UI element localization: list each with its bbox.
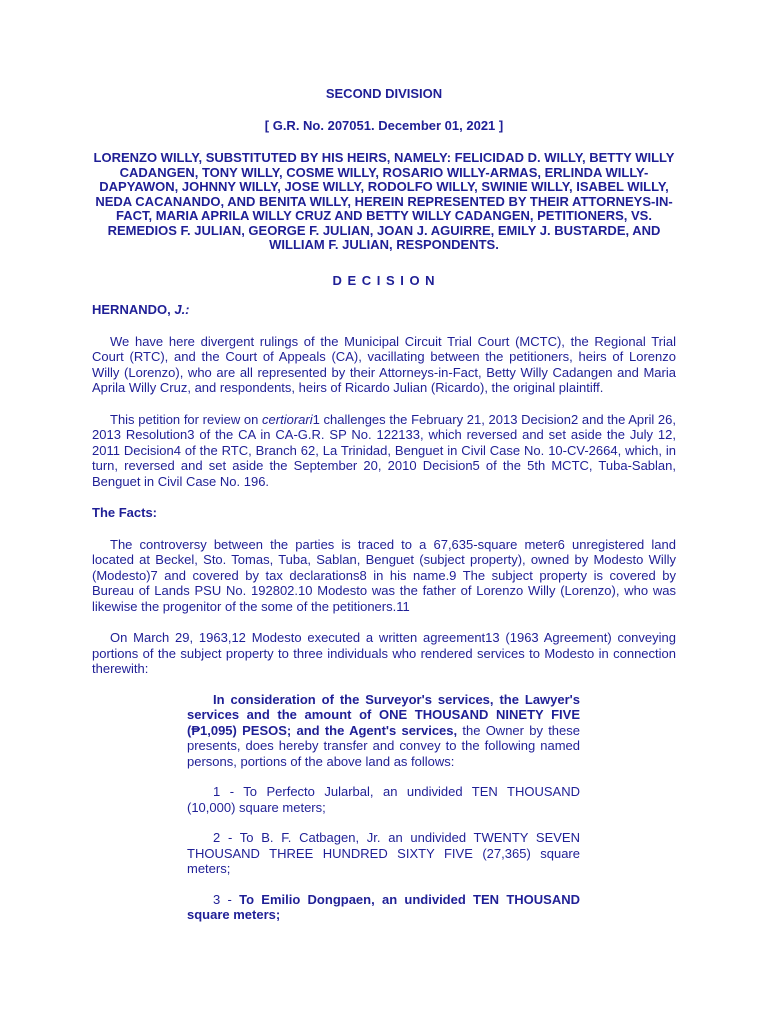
ponente-initial: J.: xyxy=(174,302,190,317)
text-segment: On March 29, 1963,12 Modesto executed a written agreement13 (1963 Agreement) conveying portions of the subject property to three individuals who rendered services to Modesto in connection therewith: xyxy=(92,630,676,676)
certiorari-italic: certiorari xyxy=(262,411,313,427)
paragraph-agreement xyxy=(92,630,676,677)
paragraph-intro xyxy=(92,334,676,396)
text-segment: 1 challenges the February 21, 2013 Decision2 and the April 26, 2013 Resolution3 of the CA in CA-G.R. SP No. 122133, which reversed and set aside the July 12, 2011 Decision4 of the RTC, Branch 62, La Trinidad, Benguet in Civil Case No. 10-CV-2664, which, in turn, reversed and set aside the September 20, 2010 Decision5 of the 5th MCTC, Tuba-Sablan, Benguet in Civil Case No. 196. xyxy=(92,411,676,489)
case-number: [ G.R. No. 207051. December 01, 2021 ] xyxy=(264,117,504,133)
text-segment: The controversy between the parties is traced to a 67,635-square meter6 unregistered land located at Beckel, Sto. Tomas, Tuba, Sablan, Benguet (subject property), owned by Modesto Willy (Modesto)7 and covered by tax declarations8 in his name.9 The subject property is covered by Bureau of Lands PSU No. 192802.10 Modesto was the father of Lorenzo Willy (Lorenzo), who was likewise the progenitor of the some of the petitioners.11 xyxy=(92,536,676,614)
facts-heading: The Facts: xyxy=(92,505,158,520)
paragraph-petition xyxy=(92,412,676,490)
paragraph-controversy xyxy=(92,537,676,615)
decision-heading: D E C I S I O N xyxy=(332,272,436,288)
ponente-line xyxy=(92,302,676,318)
text-segment: This petition for review on xyxy=(110,411,263,427)
text-segment: To Perfecto Jularbal, an undivided TEN THOUSAND (10,000) square meters; xyxy=(187,784,580,815)
quote-paragraph xyxy=(187,692,580,770)
item-number: 1 - xyxy=(213,784,244,799)
item-number: 3 - xyxy=(213,891,240,907)
text-segment: To B. F. Catbagen, Jr. an undivided TWENTY SEVEN THOUSAND THREE HUNDRED SIXTY FIVE (27,365) square meters; xyxy=(187,830,580,876)
quote-bold-segment: In consideration of the Surveyor's services, the Lawyer's services and the amount of ONE THOUSAND NINETY FIVE (₱1,095) PESOS; and the Agent's services, xyxy=(187,691,580,738)
text-segment: the Owner by these presents, does hereby transfer and convey to the following named persons, portions of the above land as follows: xyxy=(187,722,580,769)
quote-item-1 xyxy=(187,784,580,815)
ponente-name: HERNANDO, xyxy=(92,302,175,317)
division-heading: SECOND DIVISION xyxy=(325,86,443,101)
quote-item-3 xyxy=(187,892,580,923)
agreement-quote xyxy=(187,692,580,923)
quote-bold-segment: To Emilio Dongpaen, an undivided TEN THOUSAND square meters; xyxy=(187,891,580,922)
text-segment: We have here divergent rulings of the Municipal Circuit Trial Court (MCTC), the Regional Trial Court (RTC), and the Court of Appeals (CA), vacillating between the petitioners, heirs of Lorenzo Willy (Lorenzo), who are all represented by their Attorneys-in-Fact, Betty Willy Cadangen and Maria Aprila Willy Cruz, and respondents, heirs of Ricardo Julian (Ricardo), the original plaintiff. xyxy=(92,333,676,395)
quote-item-2 xyxy=(187,830,580,877)
case-title: LORENZO WILLY, SUBSTITUTED BY HIS HEIRS, NAMELY: FELICIDAD D. WILLY, BETTY WILLY CADANGEN, TONY WILLY, COSME WILLY, ROSARIO WILLY-ARMAS, ERLINDA WILLY-DAPYAWON, JOHNNY WILLY, JOSE WILLY, RODOLFO WILLY, SWINIE WILLY, ISABEL WILLY, NEDA CACANANDO, AND BENITA WILLY, HEREIN REPRESENTED BY THEIR ATTORNEYS-IN-FACT, MARIA APRILA WILLY CRUZ AND BETTY WILLY CADANGEN, PETITIONERS, VS. REMEDIOS F. JULIAN, GEORGE F. JULIAN, JOAN J. AGUIRRE, EMILY J. BUSTARDE, AND WILLIAM F. JULIAN, RESPONDENTS. xyxy=(93,150,675,252)
item-number: 2 - xyxy=(213,830,240,845)
